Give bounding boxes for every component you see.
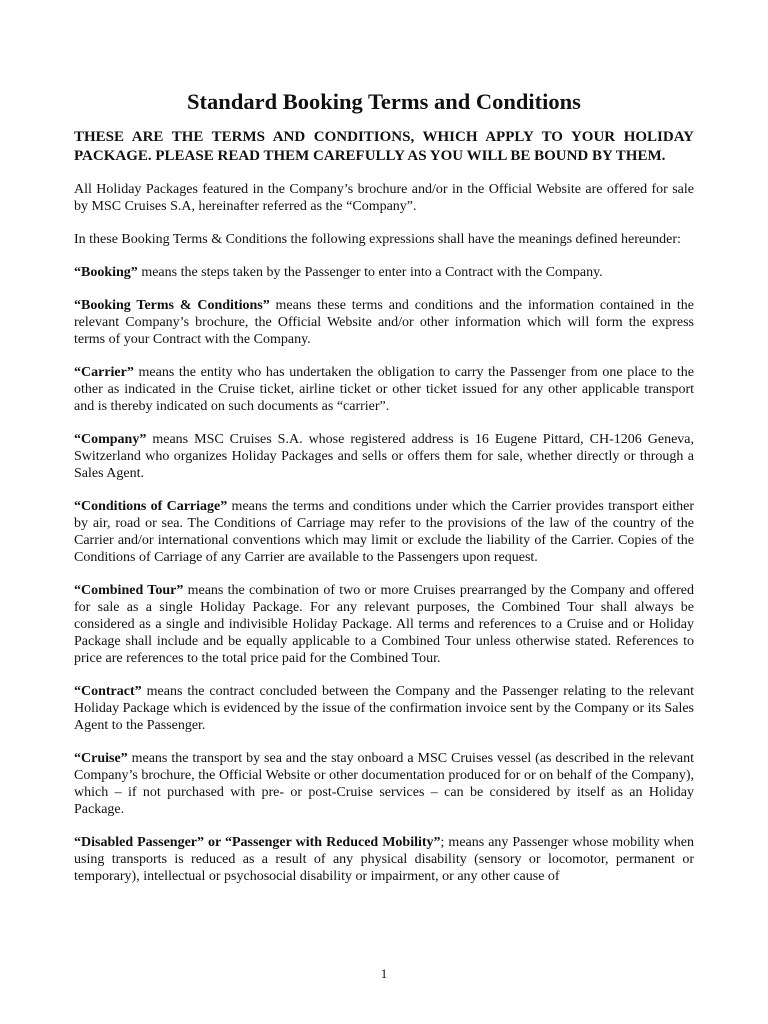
paragraph-text: means these terms and conditions and the information contained in the relevant Company’s brochure, the Official Website and/or other information which will form the express terms of your Contract with the Company. (74, 298, 694, 347)
paragraph (74, 181, 694, 215)
defined-term: “Carrier” (74, 365, 134, 380)
paragraph (74, 264, 694, 281)
paragraph-text: means the entity who has undertaken the obligation to carry the Passenger from one place to the other as indicated in the Cruise ticket, airline ticket or other ticket issued for any other applicable transport and is thereby indicated on such documents as “carrier”. (74, 365, 694, 414)
paragraph (74, 297, 694, 348)
paragraph-text: means the steps taken by the Passenger to enter into a Contract with the Company. (137, 265, 603, 280)
paragraph (74, 750, 694, 818)
paragraph (74, 683, 694, 734)
paragraph (74, 231, 694, 248)
page-number: 1 (380, 966, 388, 981)
paragraph-text: means the transport by sea and the stay onboard a MSC Cruises vessel (as described in the relevant Company’s brochure, the Official Website or other documentation produced for or on behalf of the Company), which – if not purchased with pre- or post-Cruise services – can be considered by itself as an Holiday Package. (74, 751, 694, 817)
paragraph-text: In these Booking Terms & Conditions the following expressions shall have the meanings defined hereunder: (74, 232, 681, 247)
defined-term: “Booking” (74, 265, 138, 280)
paragraph-text: All Holiday Packages featured in the Company’s brochure and/or in the Official Website are offered for sale by MSC Cruises S.A, hereinafter referred as the “Company”. (74, 182, 694, 214)
document-title: Standard Booking Terms and Conditions (187, 89, 581, 114)
paragraph-text: means MSC Cruises S.A. whose registered address is 16 Eugene Pittard, CH-1206 Geneva, Switzerland who organizes Holiday Packages and sells or offers them for sale, whether directly or through a Sales Agent. (74, 432, 694, 481)
document-body (74, 88, 694, 901)
defined-term: “Contract” (74, 684, 142, 699)
paragraph-text: means the contract concluded between the Company and the Passenger relating to the relevant Holiday Package which is evidenced by the issue of the confirmation invoice sent by the Company or its Sales Agent to the Passenger. (74, 684, 694, 733)
intro-notice: THESE ARE THE TERMS AND CONDITIONS, WHICH APPLY TO YOUR HOLIDAY PACKAGE. PLEASE READ THEM CAREFULLY AS YOU WILL BE BOUND BY THEM. (74, 129, 694, 164)
defined-term: “Disabled Passenger” or “Passenger with Reduced Mobility” (74, 835, 441, 850)
defined-term: “Combined Tour” (74, 583, 184, 598)
defined-term: “Cruise” (74, 751, 128, 766)
paragraph-text: means the combination of two or more Cruises prearranged by the Company and offered for sale as a single Holiday Package. For any relevant purposes, the Combined Tour shall always be considered as a single and indivisible Holiday Package. All terms and references to a Cruise and or Holiday Package shall include and be equally applicable to a Combined Tour unless otherwise stated. References to price are references to the total price paid for the Combined Tour. (74, 583, 694, 666)
paragraph (74, 431, 694, 482)
paragraph-text: means the terms and conditions under which the Carrier provides transport either by air, road or sea. The Conditions of Carriage may refer to the provisions of the law of the country of the Carrier and/or international conventions which may limit or exclude the liability of the Carrier. Copies of the Conditions of Carriage of any Carrier are available to the Passengers upon request. (74, 499, 695, 565)
paragraph (74, 834, 694, 885)
paragraph (74, 498, 694, 566)
defined-term: “Company” (74, 432, 147, 447)
paragraph (74, 582, 694, 667)
defined-term: “Booking Terms & Conditions” (74, 298, 270, 313)
paragraph (74, 364, 694, 415)
defined-term: “Conditions of Carriage” (74, 499, 228, 514)
paragraph-text: ; means any Passenger whose mobility when using transports is reduced as a result of any physical disability (sensory or locomotor, permanent or temporary), intellectual or psychosocial disability or impairment, or any other cause of (74, 835, 694, 884)
